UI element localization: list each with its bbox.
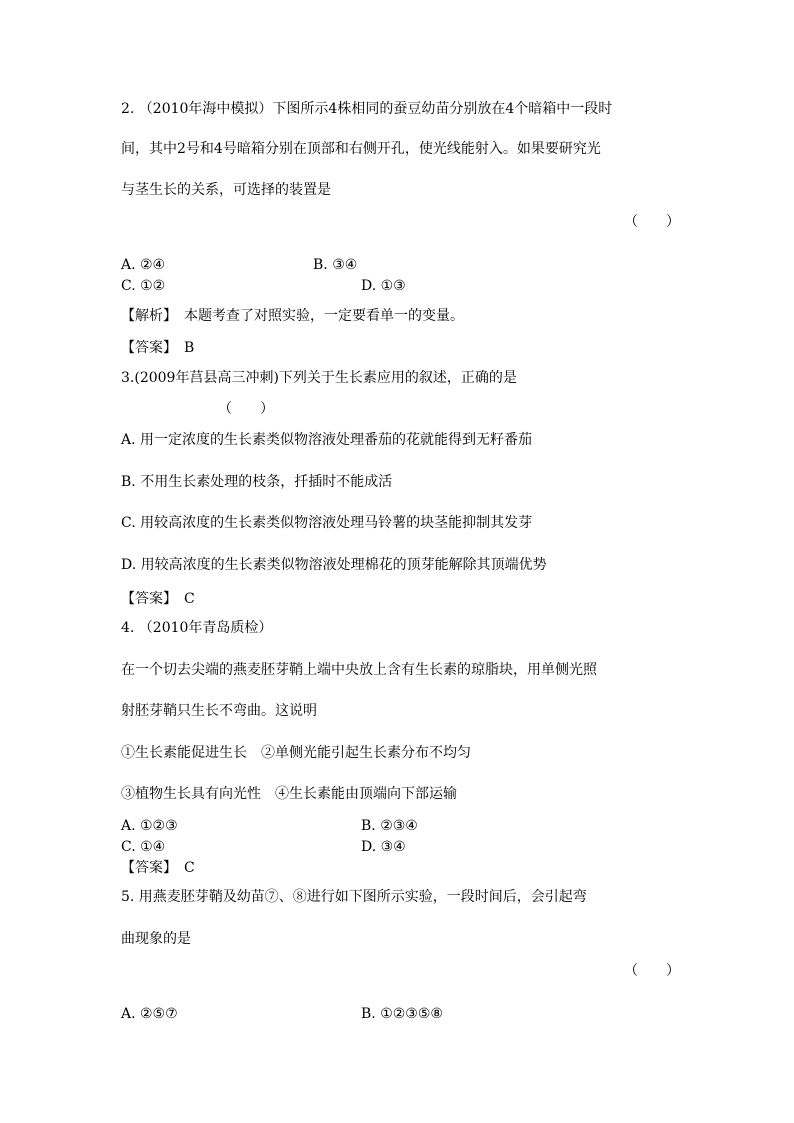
q2-option-d: D. ①③ (361, 278, 406, 294)
q2-analysis: 【解析】 本题考查了对照实验，一定要看单一的变量。 (121, 308, 464, 324)
q4-statement-line-2: ③植物生长具有向光性 ④生长素能由顶端向下部运输 (121, 786, 457, 802)
q3-option-b: B. 不用生长素处理的枝条，扦插时不能成活 (121, 474, 393, 490)
q3-option-c: C. 用较高浓度的生长素类似物溶液处理马铃薯的块茎能抑制其发芽 (121, 515, 533, 531)
q3-answer-blank: （ ） (218, 401, 274, 417)
q3-option-d: D. 用较高浓度的生长素类似物溶液处理棉花的顶芽能解除其顶端优势 (121, 557, 547, 573)
q4-stem-line-1: 4. （2010年青岛质检） (121, 620, 273, 636)
q2-answer: 【答案】 B (121, 340, 195, 356)
q4-option-a: A. ①②③ (121, 818, 178, 834)
q2-option-a: A. ②④ (121, 257, 166, 273)
q5-stem-line-2: 曲现象的是 (121, 931, 191, 947)
q2-option-c: C. ①② (121, 278, 166, 294)
q3-stem: 3.(2009年莒县高三冲刺)下列关于生长素应用的叙述，正确的是 (121, 370, 517, 386)
q4-stem-line-2: 在一个切去尖端的燕麦胚芽鞘上端中央放上含有生长素的琼脂块，用单侧光照 (121, 662, 597, 678)
q4-option-d: D. ③④ (361, 839, 406, 855)
q2-answer-blank: （ ） (624, 214, 680, 230)
q3-option-a: A. 用一定浓度的生长素类似物溶液处理番茄的花就能得到无籽番茄 (121, 432, 533, 448)
q2-stem-line-1: 2. （2010年海中模拟）下图所示4株相同的蚕豆幼苗分别放在4个暗箱中一段时 (121, 101, 613, 117)
q3-answer: 【答案】 C (121, 591, 195, 607)
q4-answer: 【答案】 C (121, 860, 195, 876)
q5-option-a: A. ②⑤⑦ (121, 1006, 178, 1022)
q2-stem-line-2: 间，其中2号和4号暗箱分别在顶部和右侧开孔，使光线能射入。如果要研究光 (121, 141, 601, 157)
q4-option-c: C. ①④ (121, 839, 166, 855)
q4-statement-line-1: ①生长素能促进生长 ②单侧光能引起生长素分布不均匀 (121, 745, 471, 761)
q2-stem-line-3: 与茎生长的关系，可选择的装置是 (121, 182, 331, 198)
q5-option-b: B. ①②③⑤⑧ (361, 1006, 443, 1022)
q4-option-b: B. ②③④ (361, 818, 418, 834)
q5-answer-blank: （ ） (624, 963, 680, 979)
q4-stem-line-3: 射胚芽鞘只生长不弯曲。这说明 (121, 703, 317, 719)
q2-option-b: B. ③④ (313, 257, 358, 273)
q5-stem-line-1: 5. 用燕麦胚芽鞘及幼苗⑦、⑧进行如下图所示实验，一段时间后，会引起弯 (121, 889, 587, 905)
